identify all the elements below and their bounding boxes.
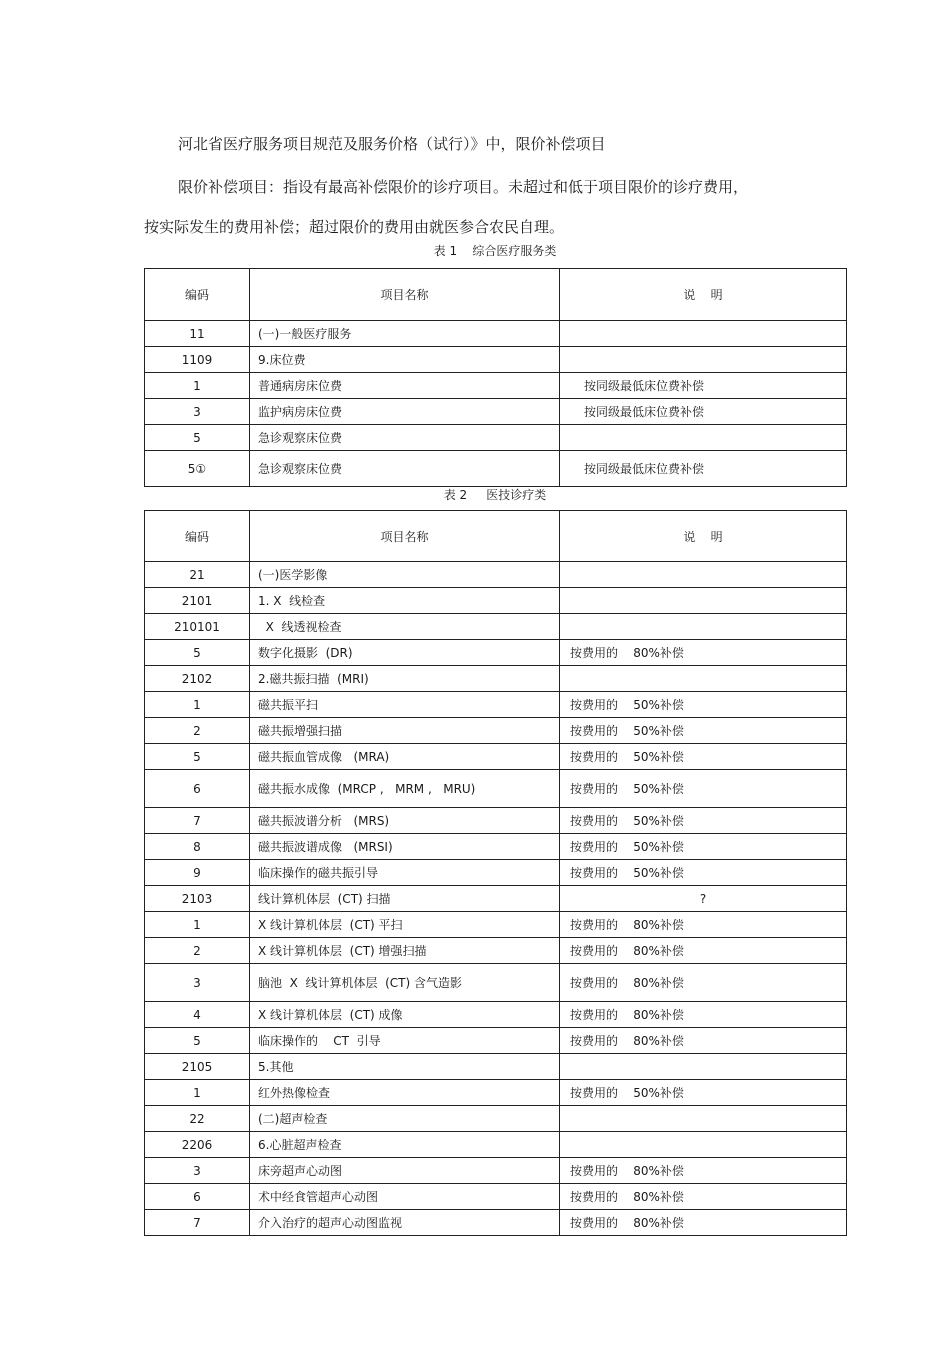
- code-cell: 7: [145, 1210, 250, 1236]
- item-name-cell: 脑池 X 线计算机体层 (CT) 含气造影: [250, 964, 560, 1002]
- item-name-cell: 红外热像检查: [250, 1080, 560, 1106]
- item-name-cell: 磁共振增强扫描: [250, 718, 560, 744]
- item-name-cell: 9.床位费: [250, 347, 560, 373]
- code-cell: 1: [145, 373, 250, 399]
- item-name-cell: 床旁超声心动图: [250, 1158, 560, 1184]
- table-row: [145, 347, 847, 373]
- description-cell: 按同级最低床位费补偿: [560, 373, 847, 399]
- code-cell: 4: [145, 1002, 250, 1028]
- table-row: [145, 860, 847, 886]
- item-name-cell: 线计算机体层 (CT) 扫描: [250, 886, 560, 912]
- code-cell: 210101: [145, 614, 250, 640]
- table-row: [145, 321, 847, 347]
- table-row: [145, 886, 847, 912]
- code-cell: 3: [145, 1158, 250, 1184]
- code-cell: 7: [145, 808, 250, 834]
- description-cell: 按费用的 50%补偿: [560, 692, 847, 718]
- table1-caption: 表 1 综合医疗服务类: [433, 244, 557, 258]
- table-row: [145, 1210, 847, 1236]
- description-cell: 按费用的 80%补偿: [560, 1028, 847, 1054]
- table-row: [145, 399, 847, 425]
- description-cell: [560, 588, 847, 614]
- description-cell: [560, 1054, 847, 1080]
- table-row: [145, 1132, 847, 1158]
- header-description: 说 明: [560, 511, 847, 562]
- header-code: 编码: [145, 511, 250, 562]
- item-name-cell: X 线计算机体层 (CT) 成像: [250, 1002, 560, 1028]
- code-cell: 3: [145, 399, 250, 425]
- description-cell: 按费用的 80%补偿: [560, 912, 847, 938]
- item-name-cell: 2.磁共振扫描 (MRI): [250, 666, 560, 692]
- table-row: [145, 1080, 847, 1106]
- item-name-cell: (一)医学影像: [250, 562, 560, 588]
- description-cell: 按费用的 50%补偿: [560, 808, 847, 834]
- table-row: [145, 373, 847, 399]
- code-cell: 2: [145, 938, 250, 964]
- item-name-cell: X 线透视检查: [250, 614, 560, 640]
- code-cell: 5: [145, 425, 250, 451]
- code-cell: 5: [145, 744, 250, 770]
- table-row: [145, 912, 847, 938]
- code-cell: 9: [145, 860, 250, 886]
- description-cell: [560, 666, 847, 692]
- description-cell: [560, 321, 847, 347]
- table-row: [145, 834, 847, 860]
- intro-paragraph-line-1: 河北省医疗服务项目规范及服务价格（试行）》中，限价补偿项目: [178, 135, 606, 153]
- code-cell: 1: [145, 912, 250, 938]
- code-cell: 2103: [145, 886, 250, 912]
- description-cell: 按费用的 80%补偿: [560, 640, 847, 666]
- header-code: 编码: [145, 269, 250, 321]
- table-row: [145, 718, 847, 744]
- description-cell: 按费用的 50%补偿: [560, 770, 847, 808]
- code-cell: 6: [145, 770, 250, 808]
- description-cell: ?: [560, 886, 847, 912]
- description-cell: [560, 347, 847, 373]
- table-row: [145, 770, 847, 808]
- item-name-cell: 5.其他: [250, 1054, 560, 1080]
- item-name-cell: 磁共振平扫: [250, 692, 560, 718]
- item-name-cell: 6.心脏超声检查: [250, 1132, 560, 1158]
- description-cell: 按费用的 50%补偿: [560, 744, 847, 770]
- item-name-cell: 磁共振波谱成像 (MRSI): [250, 834, 560, 860]
- item-name-cell: X 线计算机体层 (CT) 平扫: [250, 912, 560, 938]
- code-cell: 2105: [145, 1054, 250, 1080]
- description-cell: 按费用的 80%补偿: [560, 1002, 847, 1028]
- table-row: [145, 1002, 847, 1028]
- description-cell: 按费用的 80%补偿: [560, 1184, 847, 1210]
- header-item-name: 项目名称: [250, 511, 560, 562]
- description-cell: 按费用的 80%补偿: [560, 964, 847, 1002]
- code-cell: 2101: [145, 588, 250, 614]
- item-name-cell: 普通病房床位费: [250, 373, 560, 399]
- item-name-cell: (二)超声检查: [250, 1106, 560, 1132]
- code-cell: 11: [145, 321, 250, 347]
- table-row: [145, 451, 847, 487]
- description-cell: [560, 1132, 847, 1158]
- item-name-cell: 介入治疗的超声心动图监视: [250, 1210, 560, 1236]
- item-name-cell: 监护病房床位费: [250, 399, 560, 425]
- description-cell: [560, 614, 847, 640]
- code-cell: 2: [145, 718, 250, 744]
- table1-header-row: [145, 269, 847, 321]
- table-row: [145, 1054, 847, 1080]
- description-cell: 按费用的 80%补偿: [560, 1210, 847, 1236]
- table-row: [145, 640, 847, 666]
- item-name-cell: 数字化摄影 (DR): [250, 640, 560, 666]
- table-row: [145, 692, 847, 718]
- table1-comprehensive-medical-services: [144, 268, 847, 487]
- code-cell: 6: [145, 1184, 250, 1210]
- item-name-cell: 1. X 线检查: [250, 588, 560, 614]
- table-row: [145, 1184, 847, 1210]
- table-row: [145, 666, 847, 692]
- code-cell: 5: [145, 1028, 250, 1054]
- code-cell: 8: [145, 834, 250, 860]
- table-row: [145, 1158, 847, 1184]
- code-cell: 1: [145, 692, 250, 718]
- code-cell: 5①: [145, 451, 250, 487]
- description-cell: 按费用的 80%补偿: [560, 1158, 847, 1184]
- description-cell: [560, 562, 847, 588]
- item-name-cell: 磁共振血管成像 (MRA): [250, 744, 560, 770]
- item-name-cell: (一)一般医疗服务: [250, 321, 560, 347]
- header-description: 说 明: [560, 269, 847, 321]
- description-cell: 按同级最低床位费补偿: [560, 451, 847, 487]
- description-cell: 按费用的 50%补偿: [560, 834, 847, 860]
- table-row: [145, 938, 847, 964]
- description-cell: 按费用的 80%补偿: [560, 938, 847, 964]
- item-name-cell: 临床操作的 CT 引导: [250, 1028, 560, 1054]
- description-cell: 按同级最低床位费补偿: [560, 399, 847, 425]
- code-cell: 1109: [145, 347, 250, 373]
- item-name-cell: 术中经食管超声心动图: [250, 1184, 560, 1210]
- table-row: [145, 614, 847, 640]
- code-cell: 3: [145, 964, 250, 1002]
- table-row: [145, 588, 847, 614]
- description-cell: 按费用的 50%补偿: [560, 1080, 847, 1106]
- table2-caption: 表 2 医技诊疗类: [443, 488, 547, 502]
- header-item-name: 项目名称: [250, 269, 560, 321]
- code-cell: 2102: [145, 666, 250, 692]
- item-name-cell: X 线计算机体层 (CT) 增强扫描: [250, 938, 560, 964]
- description-cell: [560, 425, 847, 451]
- table2-header-row: [145, 511, 847, 562]
- intro-paragraph-line-2: 限价补偿项目：指设有最高补偿限价的诊疗项目。未超过和低于项目限价的诊疗费用，: [178, 178, 749, 196]
- table-row: [145, 562, 847, 588]
- intro-paragraph-line-3: 按实际发生的费用补偿；超过限价的费用由就医参合农民自理。: [144, 218, 565, 236]
- item-name-cell: 磁共振波谱分析 (MRS): [250, 808, 560, 834]
- code-cell: 2206: [145, 1132, 250, 1158]
- item-name-cell: 磁共振水成像 (MRCP , MRM , MRU): [250, 770, 560, 808]
- description-cell: 按费用的 50%补偿: [560, 860, 847, 886]
- table-row: [145, 1106, 847, 1132]
- description-cell: 按费用的 50%补偿: [560, 718, 847, 744]
- code-cell: 5: [145, 640, 250, 666]
- table-row: [145, 425, 847, 451]
- code-cell: 1: [145, 1080, 250, 1106]
- item-name-cell: 急诊观察床位费: [250, 425, 560, 451]
- item-name-cell: 临床操作的磁共振引导: [250, 860, 560, 886]
- code-cell: 21: [145, 562, 250, 588]
- description-cell: [560, 1106, 847, 1132]
- table-row: [145, 964, 847, 1002]
- table-row: [145, 744, 847, 770]
- item-name-cell: 急诊观察床位费: [250, 451, 560, 487]
- table-row: [145, 1028, 847, 1054]
- table2-medical-technology-services: [144, 510, 847, 1236]
- table-row: [145, 808, 847, 834]
- code-cell: 22: [145, 1106, 250, 1132]
